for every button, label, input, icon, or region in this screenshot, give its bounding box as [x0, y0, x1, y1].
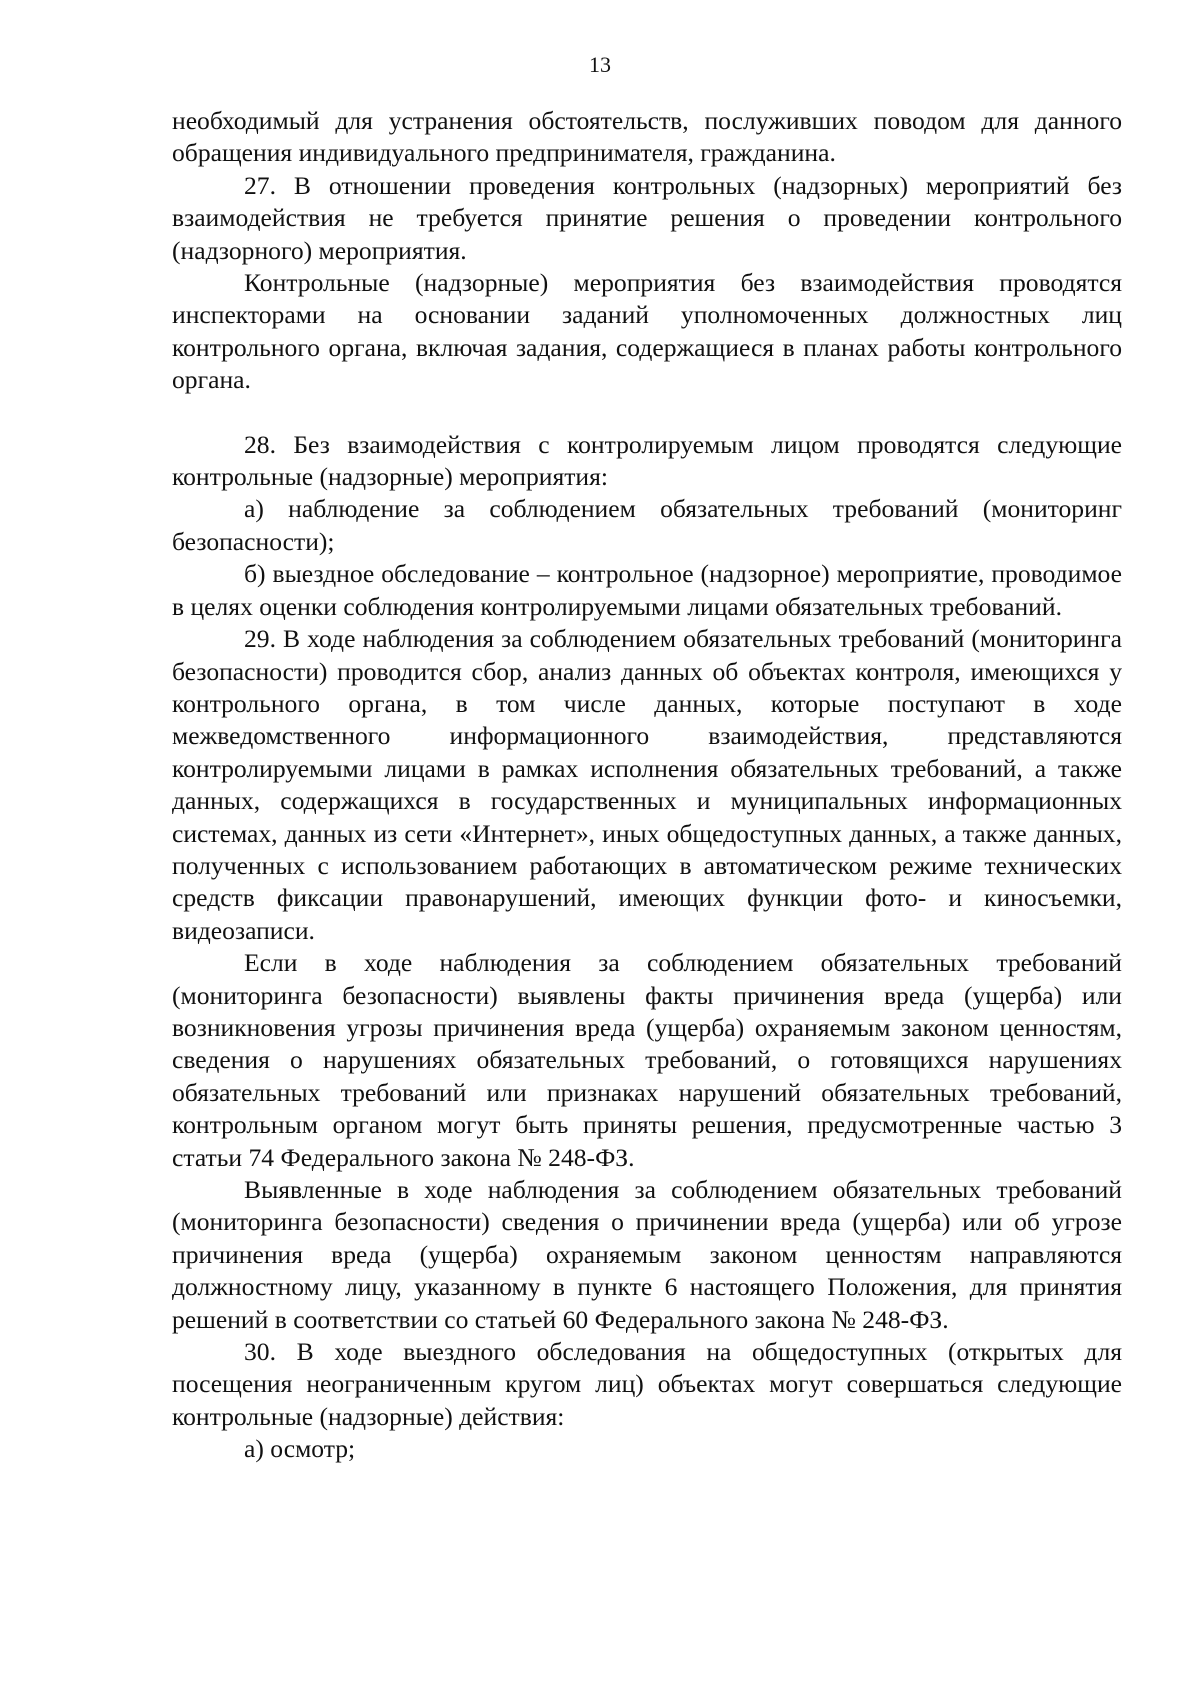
- paragraph-30-a: а) осмотр;: [244, 1434, 356, 1464]
- paragraph-item-28: 28. Без взаимодействия с контролируемым лицом проводятся следующие контрольные (надзорные) мероприятия:: [172, 429, 1122, 492]
- paragraph-29-findings: Выявленные в ходе наблюдения за соблюдением обязательных требований (мониторинга безопасности) сведения о причинении вреда (ущерба) или об угрозе причинения вреда (ущерба) охраняемым законом ценностям направляются должностному лицу, указанному в пункте 6 настоящего Положения, для принятия решений в соответствии со статьей 60 Федерального закона № 248-ФЗ.: [172, 1175, 1122, 1334]
- paragraph-27-inspectors: Контрольные (надзорные) мероприятия без взаимодействия проводятся инспекторами на основании заданий уполномоченных должностных лиц контрольного органа, включая задания, содержащиеся в планах работы контрольного органа.: [172, 268, 1122, 395]
- paragraph-28-a: а) наблюдение за соблюдением обязательных требований (мониторинг безопасности);: [172, 494, 1122, 556]
- paragraph-continuation: необходимый для устранения обстоятельств, послуживших поводом для данного обращения индивидуального предпринимателя, гражданина.: [172, 106, 1122, 168]
- document-body: [172, 105, 1122, 1466]
- paragraph-item-27: 27. В отношении проведения контрольных (надзорных) мероприятий без взаимодействия не требуется принятие решения о проведении контрольного (надзорного) мероприятия.: [172, 170, 1122, 265]
- paragraph-29-violations: Если в ходе наблюдения за соблюдением обязательных требований (мониторинга безопасности) выявлены факты причинения вреда (ущерба) или возникновения угрозы причинения вреда (ущерба) охраняемым законом ценностям, сведения о нарушениях обязательных требований, о готовящихся нарушениях обязательных требований или признаках нарушений обязательных требований, контрольным органом могут быть приняты решения, предусмотренные частью 3 статьи 74 Федерального закона № 248-ФЗ.: [172, 948, 1122, 1172]
- paragraph-28-b: б) выездное обследование – контрольное (надзорное) мероприятие, проводимое в целях оценки соблюдения контролируемыми лицами обязательных требований.: [172, 559, 1122, 621]
- page-number: 13: [589, 52, 611, 77]
- paragraph-item-30: 30. В ходе выездного обследования на общедоступных (открытых для посещения неограниченным кругом лиц) объектах могут совершаться следующие контрольные (надзорные) действия:: [172, 1337, 1122, 1431]
- paragraph-item-29: 29. В ходе наблюдения за соблюдением обязательных требований (мониторинга безопасности) проводится сбор, анализ данных об объектах контроля, имеющихся у контрольного органа, в том числе данных, которые поступают в ходе межведомственного информационного взаимодействия, представляются контролируемыми лицами в рамках исполнения обязательных требований, а также данных, содержащихся в государственных и муниципальных информационных системах, данных из сети «Интернет», иных общедоступных данных, а также данных, полученных с использованием работающих в автоматическом режиме технических средств фиксации правонарушений, имеющих функции фото- и киносъемки, видеозаписи.: [172, 624, 1122, 945]
